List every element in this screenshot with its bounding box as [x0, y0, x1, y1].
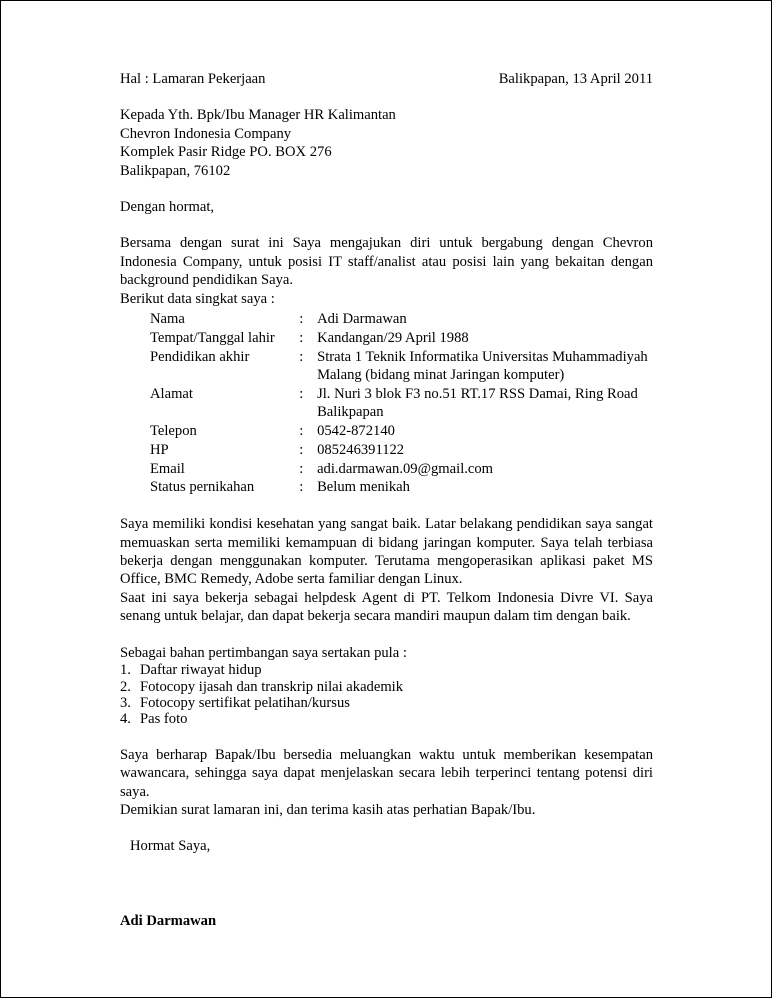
field-separator: :	[299, 385, 304, 402]
field-label: Telepon	[150, 423, 197, 440]
sign-off: Hormat Saya,	[130, 838, 211, 855]
body-paragraph: Saya memiliki kondisi kesehatan yang sangat baik. Latar belakang pendidikan saya sangat memuaskan serta memiliki kemampuan di bidang jaringan komputer. Saya telah terbiasa bekerja dengan menggunakan komputer. Terutama mengoperasikan aplikasi paket MS Office, BMC Remedy, Adobe serta familiar dengan Linux.	[120, 516, 653, 588]
table-row	[150, 478, 653, 497]
body-paragraph: Saat ini saya bekerja sebagai helpdesk Agent di PT. Telkom Indonesia Divre VI. Saya senang untuk belajar, dan dapat bekerja secara mandiri maupun dalam tim dengan baik.	[120, 589, 653, 625]
list-item	[120, 695, 653, 711]
list-number: 3.	[120, 694, 131, 711]
field-separator: :	[299, 441, 304, 458]
field-value: 085246391122	[317, 441, 405, 458]
recipient-line: Balikpapan, 76102	[120, 162, 231, 179]
list-text: Fotocopy ijasah dan transkrip nilai akademik	[140, 678, 404, 695]
table-row	[150, 441, 653, 460]
field-value: Strata 1 Teknik Informatika Universitas Muhammadiyah Malang (bidang minat Jaringan komputer)	[317, 348, 648, 384]
list-item	[120, 679, 653, 695]
table-row	[150, 422, 653, 441]
recipient-block	[120, 106, 653, 180]
greeting: Dengan hormat,	[120, 199, 215, 216]
field-value: 0542-872140	[317, 423, 395, 440]
list-number: 1.	[120, 662, 131, 679]
letter-body	[120, 70, 653, 930]
list-item	[120, 711, 653, 727]
field-value: Jl. Nuri 3 blok F3 no.51 RT.17 RSS Damai, Ring Road Balikpapan	[317, 385, 638, 421]
list-text: Daftar riwayat hidup	[140, 662, 262, 679]
table-row	[150, 385, 653, 422]
list-text: Pas foto	[140, 711, 188, 728]
list-number: 4.	[120, 711, 131, 728]
field-label: Nama	[150, 311, 185, 328]
intro-paragraph: Bersama dengan surat ini Saya mengajukan diri untuk bergabung dengan Chevron Indonesia Company, untuk posisi IT staff/analist atau posisi lain yang bekaitan dengan background pendidikan Saya.	[120, 235, 653, 289]
field-separator: :	[299, 348, 304, 365]
field-separator: :	[299, 460, 304, 477]
list-text: Fotocopy sertifikat pelatihan/kursus	[140, 694, 350, 711]
field-label: Pendidikan akhir	[150, 348, 250, 365]
attachments-list	[120, 662, 653, 728]
field-label: Alamat	[150, 385, 193, 402]
closing-thanks: Demikian surat lamaran ini, dan terima kasih atas perhatian Bapak/Ibu.	[120, 801, 536, 818]
field-separator: :	[299, 329, 304, 346]
subject-line: Hal : Lamaran Pekerjaan	[120, 71, 266, 87]
table-row	[150, 310, 653, 329]
field-separator: :	[299, 479, 304, 496]
recipient-line: Kepada Yth. Bpk/Ibu Manager HR Kalimantan	[120, 107, 396, 124]
field-value: Kandangan/29 April 1988	[317, 329, 469, 346]
list-number: 2.	[120, 678, 131, 695]
closing-paragraph: Saya berharap Bapak/Ibu bersedia meluangkan waktu untuk memberikan kesempatan wawancara, sehingga saya dapat menjelaskan secara lebih terperinci tentang potensi diri saya.	[120, 746, 653, 800]
letter-header	[120, 70, 653, 88]
personal-data-table	[150, 310, 653, 497]
recipient-line: Komplek Pasir Ridge PO. BOX 276	[120, 144, 332, 161]
place-date: Balikpapan, 13 April 2011	[498, 71, 653, 87]
signature-name: Adi Darmawan	[120, 912, 217, 929]
table-row	[150, 460, 653, 479]
table-row	[150, 329, 653, 348]
field-label: Status pernikahan	[150, 479, 255, 496]
table-row	[150, 348, 653, 385]
field-label: HP	[150, 441, 169, 458]
field-label: Tempat/Tanggal lahir	[150, 329, 275, 346]
attachments-heading: Sebagai bahan pertimbangan saya sertakan pula :	[120, 644, 407, 661]
field-separator: :	[299, 311, 304, 328]
field-value: Belum menikah	[317, 479, 410, 496]
data-heading: Berikut data singkat saya :	[120, 290, 275, 307]
field-separator: :	[299, 423, 304, 440]
list-item	[120, 662, 653, 678]
field-label: Email	[150, 460, 185, 477]
field-value: adi.darmawan.09@gmail.com	[317, 460, 494, 477]
recipient-line: Chevron Indonesia Company	[120, 125, 292, 142]
field-value: Adi Darmawan	[317, 311, 407, 328]
